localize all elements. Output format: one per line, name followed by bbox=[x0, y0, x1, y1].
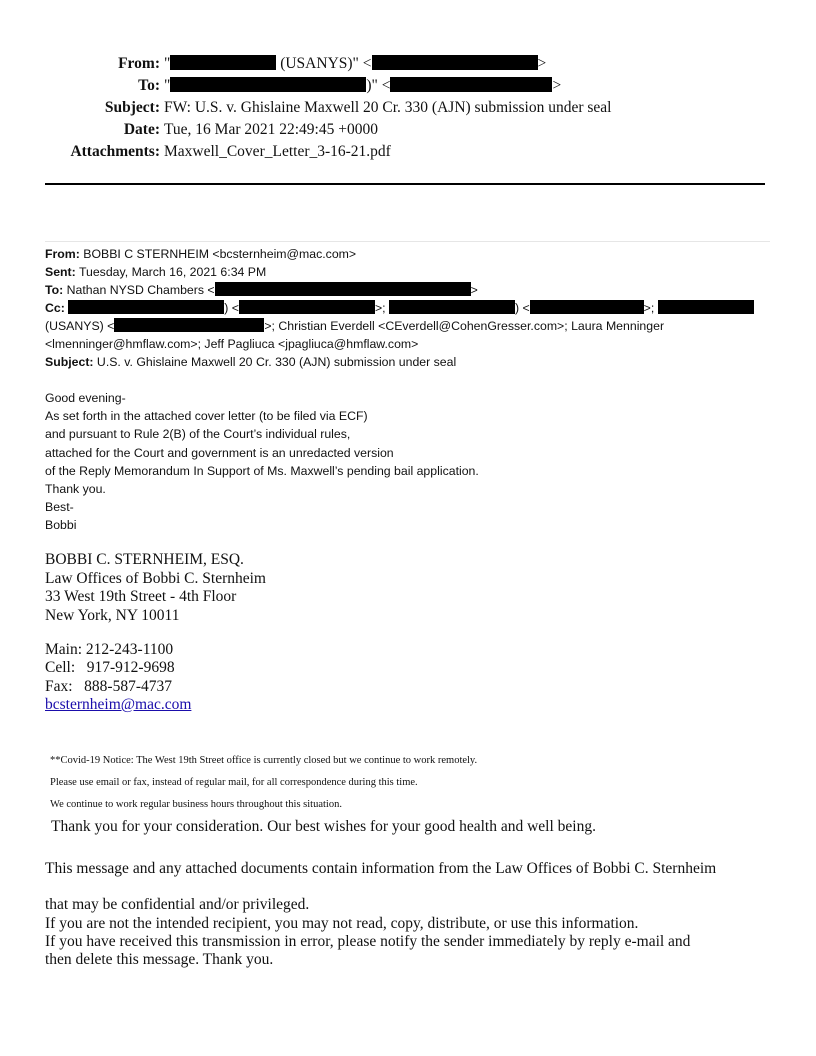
original-sent-row: Sent: Tuesday, March 16, 2021 6:34 PM bbox=[45, 265, 267, 279]
redaction-block bbox=[170, 77, 366, 92]
forward-date-row bbox=[40, 119, 780, 141]
date-label: Date: bbox=[123, 121, 160, 138]
forward-to-row: To: " )" < > bbox=[40, 75, 780, 97]
phone-fax: Fax: 888-587-4737 bbox=[45, 677, 173, 695]
body-line: attached for the Court and government is an unredacted version bbox=[45, 445, 394, 460]
signature-address-2: New York, NY 10011 bbox=[45, 606, 180, 624]
confidentiality-line: that may be confidential and/or privileged. bbox=[45, 896, 310, 914]
redaction-block bbox=[215, 282, 471, 296]
confidentiality-line: If you have received this transmission in error, please notify the sender immediately by reply e-mail and bbox=[45, 932, 691, 950]
confidentiality-notice bbox=[45, 860, 716, 969]
contact-block bbox=[45, 641, 191, 714]
signature-block bbox=[45, 551, 266, 625]
redaction-block bbox=[658, 300, 754, 314]
original-cc-row-2: (USANYS) < >; Christian Everdell <CEverdell@CohenGresser.com>; Laura Menninger bbox=[45, 319, 665, 333]
forward-attachments-row bbox=[40, 141, 780, 163]
email-link[interactable]: bcsternheim@mac.com bbox=[45, 695, 192, 713]
covid-line: We continue to work regular business hours throughout this situation. bbox=[50, 799, 342, 810]
confidentiality-line: then delete this message. Thank you. bbox=[45, 951, 274, 969]
message-divider bbox=[45, 241, 770, 242]
from-label: From: bbox=[118, 55, 160, 72]
original-cc-row-3: <lmenninger@hmflaw.com>; Jeff Pagliuca <jpagliuca@hmflaw.com> bbox=[45, 337, 419, 351]
body-line: Bobbi bbox=[45, 518, 77, 533]
redaction-block bbox=[68, 300, 224, 314]
header-divider bbox=[45, 183, 765, 185]
original-cc-row: Cc: ) < >; ) < >; bbox=[45, 299, 765, 317]
confidentiality-line: If you are not the intended recipient, you may not read, copy, distribute, or use this information. bbox=[45, 914, 639, 932]
attachment-filename[interactable]: Maxwell_Cover_Letter_3-16-21.pdf bbox=[164, 143, 391, 160]
redaction-block bbox=[372, 55, 538, 70]
body-line: Good evening- bbox=[45, 391, 126, 405]
message-body bbox=[45, 389, 765, 535]
covid-line: Please use email or fax, instead of regular mail, for all correspondence during this time. bbox=[50, 777, 418, 788]
covid-notice bbox=[50, 752, 477, 818]
redaction-block bbox=[389, 300, 515, 314]
phone-cell: Cell: 917-912-9698 bbox=[45, 659, 175, 677]
forward-from-row: From: " (USANYS)" < > bbox=[40, 53, 780, 75]
signature-name: BOBBI C. STERNHEIM, ESQ. bbox=[45, 551, 244, 568]
original-subject-row: Subject: U.S. v. Ghislaine Maxwell 20 Cr. 330 (AJN) submission under seal bbox=[45, 355, 457, 369]
original-from-row: From: BOBBI C STERNHEIM <bcsternheim@mac.com> bbox=[45, 247, 357, 261]
body-line: Best- bbox=[45, 500, 74, 515]
redaction-block bbox=[170, 55, 276, 70]
forward-subject-row bbox=[40, 97, 780, 119]
body-line: As set forth in the attached cover letter (to be filed via ECF) bbox=[45, 409, 368, 424]
to-label: To: bbox=[138, 77, 160, 94]
covid-line: **Covid-19 Notice: The West 19th Street office is currently closed but we continue to work remotely. bbox=[50, 755, 478, 766]
body-line: Thank you. bbox=[45, 482, 106, 497]
confidentiality-line: This message and any attached documents contain information from the Law Offices of Bobbi C. Sternheim bbox=[45, 860, 717, 877]
forward-header bbox=[40, 53, 780, 163]
redaction-block bbox=[239, 300, 375, 314]
signature-firm: Law Offices of Bobbi C. Sternheim bbox=[45, 569, 266, 587]
signature-address-1: 33 West 19th Street - 4th Floor bbox=[45, 588, 237, 605]
forward-date: Tue, 16 Mar 2021 22:49:45 +0000 bbox=[164, 121, 378, 138]
redaction-block bbox=[530, 300, 644, 314]
phone-main: Main: 212-243-1100 bbox=[45, 641, 174, 658]
body-line: and pursuant to Rule 2(B) of the Court’s individual rules, bbox=[45, 427, 351, 442]
body-line: of the Reply Memorandum In Support of Ms. Maxwell’s pending bail application. bbox=[45, 463, 479, 478]
original-to-row: To: Nathan NYSD Chambers < > bbox=[45, 283, 478, 297]
attachments-label: Attachments: bbox=[70, 143, 160, 160]
subject-label: Subject: bbox=[104, 99, 160, 116]
thanks-line: Thank you for your consideration. Our best wishes for your good health and well being. bbox=[51, 818, 596, 835]
redaction-block bbox=[390, 77, 552, 92]
redaction-block bbox=[114, 318, 264, 332]
forward-subject: FW: U.S. v. Ghislaine Maxwell 20 Cr. 330 (AJN) submission under seal bbox=[164, 99, 612, 116]
original-header bbox=[45, 245, 765, 371]
